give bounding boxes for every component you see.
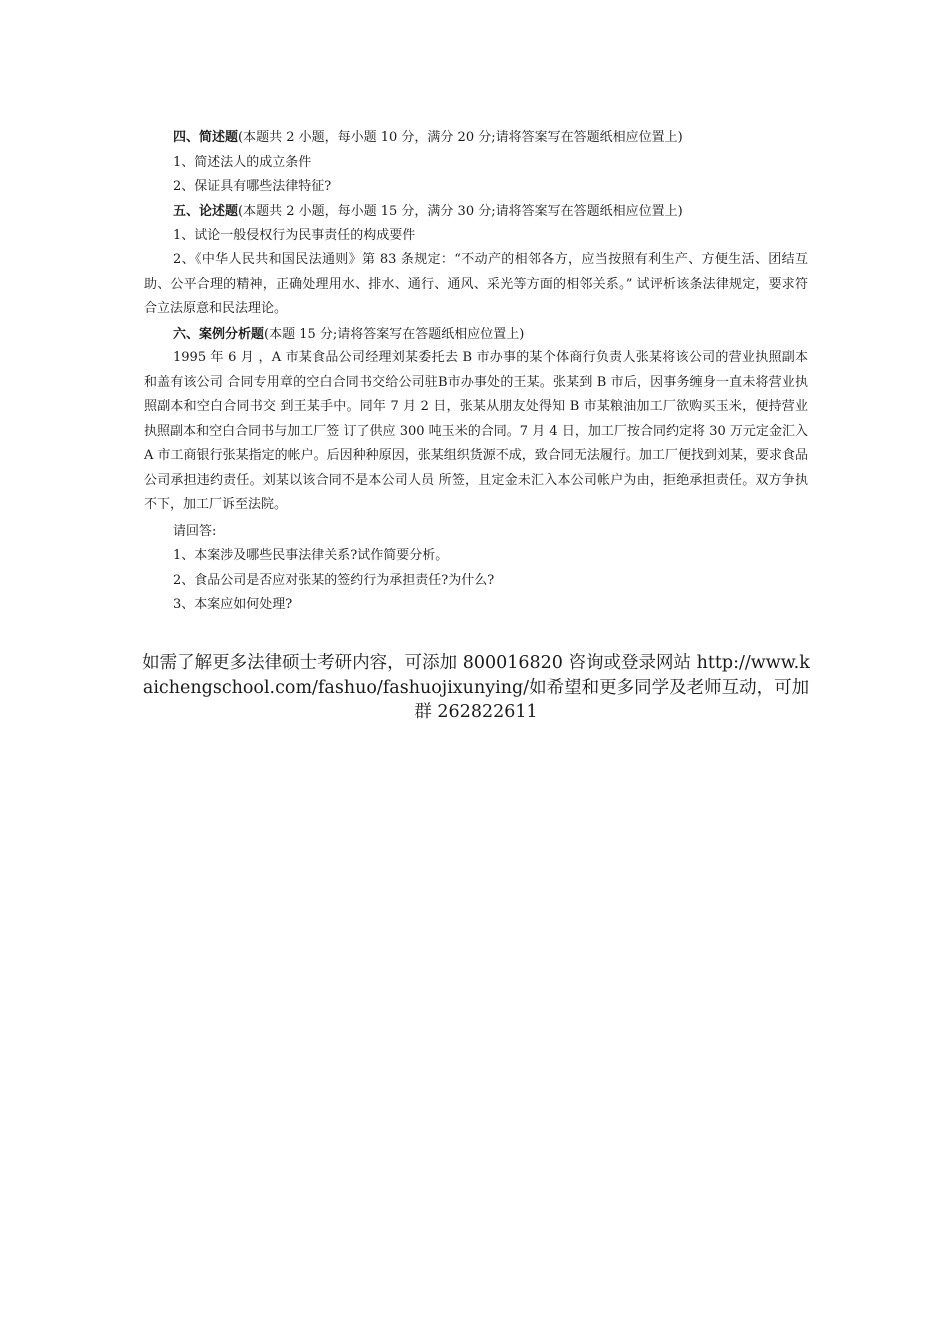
case-question-1: 1、本案涉及哪些民事法律关系?试作简要分析。 xyxy=(173,548,449,563)
section-4-item-2: 2、保证具有哪些法律特征? xyxy=(173,179,332,194)
section-5-item-1: 1、试论一般侵权行为民事责任的构成要件 xyxy=(173,228,416,243)
footer-promo: 如需了解更多法律硕士考研内容，可添加 800016820 咨询或登录网站 http://www.kaichengschool.com/fashuo/fashuojixunying/如希望和更多同学及老师互动，可加群 262822611 xyxy=(142,653,810,722)
section-4-title: 四、简述题 xyxy=(173,130,239,145)
section-6-title: 六、案例分析题 xyxy=(173,327,265,342)
section-4-note: (本题共 2 小题，每小题 10 分，满分 20 分;请将答案写在答题纸相应位置上) xyxy=(238,130,683,145)
section-5-item-2: 2、《中华人民共和国民法通则》第 83 条规定：“不动产的相邻各方，应当按照有利生产、方便生活、团结互助、公平合理的精神，正确处理用水、排水、通行、通风、采光等方面的相邻关系。” 试评析该条法律规定，要求符合立法原意和民法理论。 xyxy=(144,252,808,316)
section-6-heading xyxy=(173,327,524,343)
case-question-2: 2、食品公司是否应对张某的签约行为承担责任?为什么? xyxy=(173,573,495,588)
section-6-note: (本题 15 分;请将答案写在答题纸相应位置上) xyxy=(264,327,525,342)
section-5-title: 五、论述题 xyxy=(173,204,239,219)
case-paragraph: 1995 年 6 月 ，A 市某食品公司经理刘某委托去 B 市办事的某个体商行负责人张某将该公司的营业执照副本和盖有该公司 合同专用章的空白合同书交给公司驻B市办事处的王某。张某到 B 市后，因事务缠身一直未将营业执照副本和空白合同书交 到王某手中。同年 7 月 2 日，张某从朋友处得知 B 市某粮油加工厂欲购买玉米，便持营业执照副本和空白合同书与加工厂签 订了供应 300 吨玉米的合同。7 月 4 日，加工厂按合同约定将 30 万元定金汇入 A 市工商银行张某指定的帐户。后因种种原因，张某组织货源不成，致合同无法履行。加工厂便找到刘某，要求食品公司承担违约责任。刘某以该合同不是本公司人员 所签，且定金未汇入本公司帐户为由，拒绝承担责任。双方争执不下，加工厂诉至法院。 xyxy=(144,350,808,512)
answer-prompt: 请回答: xyxy=(173,524,217,539)
section-5-note: (本题共 2 小题，每小题 15 分，满分 30 分;请将答案写在答题纸相应位置上) xyxy=(238,204,683,219)
section-5-heading xyxy=(173,204,683,220)
case-question-3: 3、本案应如何处理? xyxy=(173,597,293,612)
section-4-heading xyxy=(173,130,683,146)
section-4-item-1: 1、简述法人的成立条件 xyxy=(173,155,312,170)
